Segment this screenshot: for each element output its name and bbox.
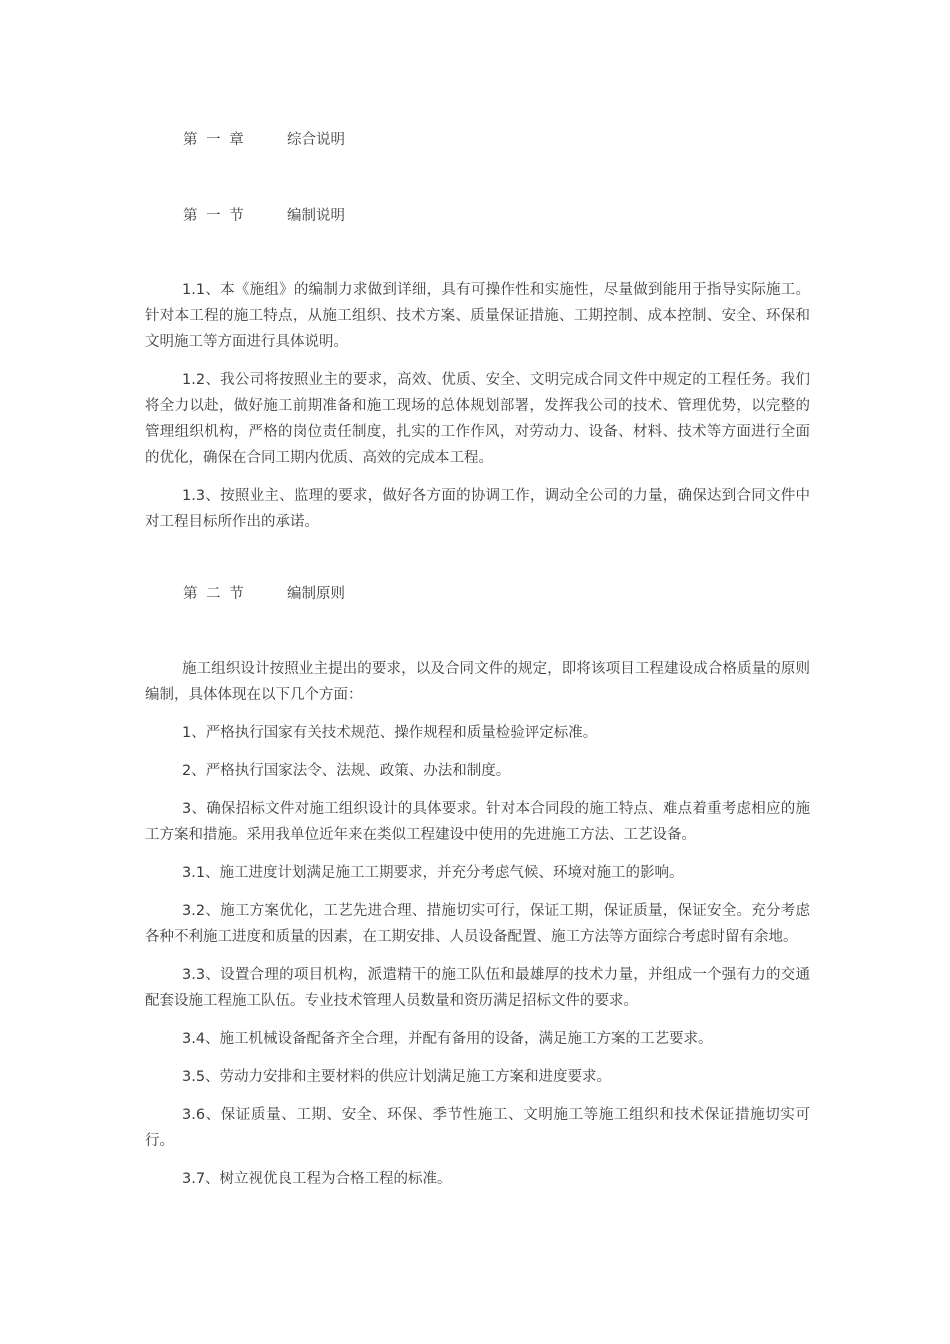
paragraph: 3、确保招标文件对施工组织设计的具体要求。针对本合同段的施工特点、难点着重考虑相应的施工方案和措施。采用我单位近年来在类似工程建设中使用的先进施工方法、工艺设备。 (145, 801, 810, 843)
paragraph: 1.3、按照业主、监理的要求，做好各方面的协调工作，调动全公司的力量，确保达到合同文件中对工程目标所作出的承诺。 (145, 488, 810, 530)
paragraph: 施工组织设计按照业主提出的要求，以及合同文件的规定，即将该项目工程建设成合格质量的原则编制，具体体现在以下几个方面： (145, 661, 810, 703)
paragraph: 1.1、本《施组》的编制力求做到详细，具有可操作性和实施性，尽量做到能用于指导实际施工。针对本工程的施工特点，从施工组织、技术方案、质量保证措施、工期控制、成本控制、安全、环保和文明施工等方面进行具体说明。 (145, 282, 810, 350)
section-number: 第 二 节 (183, 586, 244, 602)
paragraph: 3.7、树立视优良工程为合格工程的标准。 (182, 1171, 452, 1187)
section-title: 编制说明 (287, 208, 345, 224)
paragraph: 1.2、我公司将按照业主的要求，高效、优质、安全、文明完成合同文件中规定的工程任务。我们将全力以赴，做好施工前期准备和施工现场的总体规划部署，发挥我公司的技术、管理优势，以完整的管理组织机构，严格的岗位责任制度，扎实的工作作风，对劳动力、设备、材料、技术等方面进行全面的优化，确保在合同工期内优质、高效的完成本工程。 (145, 372, 810, 466)
paragraph: 3.1、施工进度计划满足施工工期要求，并充分考虑气候、环境对施工的影响。 (182, 865, 684, 881)
chapter-title: 综合说明 (287, 132, 345, 148)
paragraph: 2、严格执行国家法令、法规、政策、办法和制度。 (182, 763, 511, 779)
paragraph: 3.4、施工机械设备配备齐全合理，并配有备用的设备，满足施工方案的工艺要求。 (182, 1031, 713, 1047)
section-2-body (145, 656, 810, 1204)
chapter-heading (183, 128, 345, 149)
section-title: 编制原则 (287, 586, 345, 602)
section-heading-2 (183, 582, 345, 603)
section-number: 第 一 节 (183, 208, 244, 224)
section-1-body (145, 277, 810, 547)
paragraph: 3.6、保证质量、工期、安全、环保、季节性施工、文明施工等施工组织和技术保证措施切实可行。 (145, 1107, 810, 1149)
paragraph: 3.2、施工方案优化，工艺先进合理、措施切实可行，保证工期，保证质量，保证安全。充分考虑各种不利施工进度和质量的因素，在工期安排、人员设备配置、施工方法等方面综合考虑时留有余地。 (145, 903, 810, 945)
paragraph: 3.3、设置合理的项目机构，派遣精干的施工队伍和最雄厚的技术力量，并组成一个强有力的交通配套设施工程施工队伍。专业技术管理人员数量和资历满足招标文件的要求。 (145, 967, 810, 1009)
chapter-number: 第 一 章 (183, 132, 244, 148)
paragraph: 3.5、劳动力安排和主要材料的供应计划满足施工方案和进度要求。 (182, 1069, 612, 1085)
section-heading-1 (183, 204, 345, 225)
paragraph: 1、严格执行国家有关技术规范、操作规程和质量检验评定标准。 (182, 725, 598, 741)
